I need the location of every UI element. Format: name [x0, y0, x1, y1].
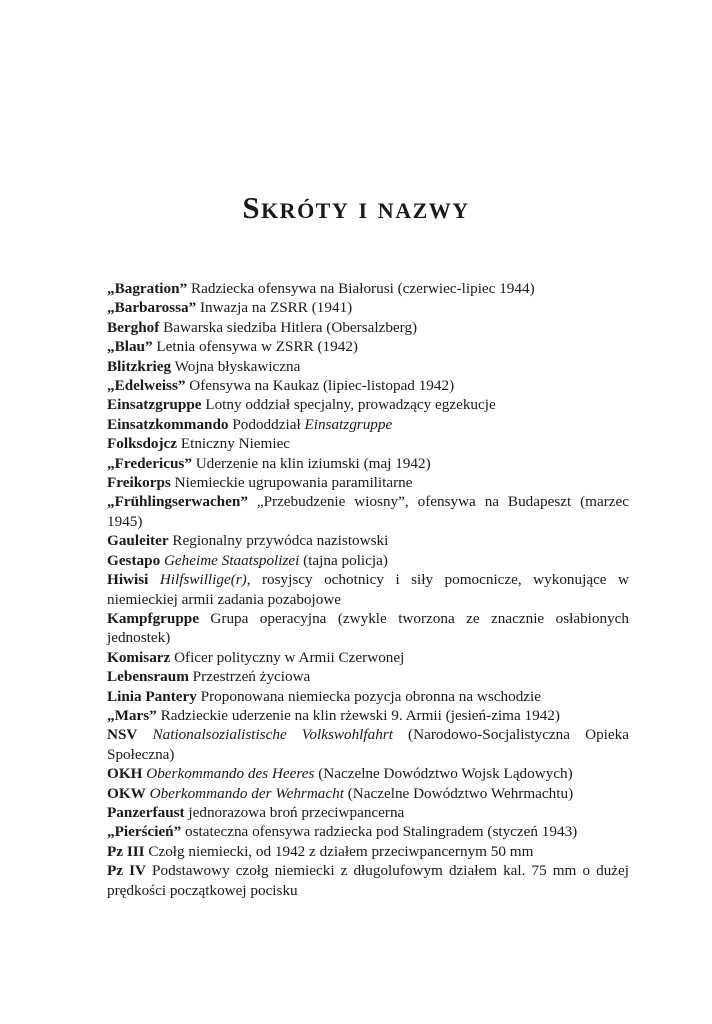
glossary-description: Niemieckie ugrupowania paramilitarne — [170, 474, 413, 492]
glossary-entry — [107, 648, 629, 667]
glossary-term: Kampfgruppe — [107, 609, 199, 627]
glossary-description: Radziecka ofensywa na Białorusi (czerwiec-lipiec 1944) — [187, 280, 535, 297]
glossary-description: Proponowana niemiecka pozycja obronna na wschodzie — [196, 687, 541, 705]
glossary-entry — [107, 784, 629, 803]
glossary-term: „Mars” — [107, 706, 157, 724]
glossary-description-italic: Geheime Staatspolizei — [163, 551, 300, 569]
glossary-entry — [107, 395, 629, 414]
glossary-description: Ofensywa na Kaukaz (lipiec-listopad 1942) — [185, 377, 455, 395]
glossary-description — [148, 571, 159, 588]
glossary-entry — [107, 473, 629, 492]
glossary-description: Pododdział — [228, 415, 305, 433]
glossary-term: Pz III — [107, 842, 145, 860]
glossary-description-italic: Nationalsozialistische Volkswohlfahrt — [152, 726, 393, 744]
glossary-entry — [107, 764, 629, 783]
page-title: Skróty i nazwy — [242, 190, 470, 225]
glossary-description: Przestrzeń życiowa — [188, 668, 311, 686]
glossary-term: Gauleiter — [107, 532, 169, 550]
glossary-term: Blitzkrieg — [107, 357, 172, 375]
glossary-description: Uderzenie na klin iziumski (maj 1942) — [191, 454, 431, 472]
glossary-description: Inwazja na ZSRR (1941) — [196, 299, 353, 317]
glossary-entry — [107, 706, 629, 725]
glossary-term: Folksdojcz — [107, 435, 178, 453]
glossary-description: , rosyjscy ochotnicy i siły pomocnicze, wykonujące w niemieckiej armii zadania pozabojowe — [107, 571, 629, 608]
glossary-description: Czołg niemiecki, od 1942 z działem przeciwpancernym 50 mm — [144, 842, 534, 860]
glossary-entry — [107, 376, 629, 395]
glossary-entry — [107, 609, 629, 648]
glossary-entry — [107, 861, 629, 900]
glossary-description: Radzieckie uderzenie na klin rżewski 9. Armii (jesień-zima 1942) — [156, 706, 560, 724]
glossary-entry — [107, 415, 629, 434]
glossary-entry — [107, 434, 629, 453]
glossary-description: Lotny oddział specjalny, prowadzący egzekucje — [201, 396, 496, 414]
glossary-description: (Narodowo-Socjalistyczna Opieka Społeczna) — [107, 726, 629, 763]
glossary-description: Bawarska siedziba Hitlera (Obersalzberg) — [159, 318, 418, 336]
glossary-description: Etniczny Niemiec — [177, 435, 291, 453]
glossary-term: OKW — [107, 784, 146, 802]
glossary-term: Komisarz — [107, 648, 171, 666]
glossary-term: Pz IV — [107, 862, 146, 880]
glossary-description: Grupa operacyjna (zwykle tworzona ze znacznie osłabionych jednostek) — [107, 609, 629, 647]
glossary-description: Letnia ofensywa w ZSRR (1942) — [152, 338, 358, 356]
glossary-description — [137, 726, 152, 743]
glossary-entry — [107, 570, 629, 609]
glossary-entry — [107, 687, 629, 706]
glossary-entry — [107, 725, 629, 764]
glossary-entry — [107, 318, 629, 337]
glossary-term: NSV — [107, 726, 138, 744]
glossary-entry — [107, 357, 629, 376]
glossary-term: Einsatzgruppe — [107, 396, 202, 414]
glossary-entry — [107, 803, 629, 822]
glossary-entry — [107, 822, 629, 841]
glossary-description: Regionalny przywódca nazistowski — [168, 532, 389, 550]
glossary-description: Oficer polityczny w Armii Czerwonej — [170, 648, 405, 666]
glossary-term: Freikorps — [107, 474, 171, 492]
glossary-term: „Edelweiss” — [107, 377, 186, 395]
glossary-description: (Naczelne Dowództwo Wehrmachtu) — [343, 784, 574, 802]
glossary-description: (tajna policja) — [299, 551, 388, 569]
glossary-description-italic: Hilfswillige(r) — [159, 571, 247, 589]
glossary-entry — [107, 531, 629, 550]
glossary-term: „Blau” — [107, 338, 153, 356]
glossary-description: ostateczna ofensywa radziecka pod Stalingradem (styczeń 1943) — [181, 823, 578, 841]
glossary-term: „Bagration” — [107, 280, 188, 297]
glossary-description: (Naczelne Dowództwo Wojsk Lądowych) — [314, 765, 573, 783]
glossary-term: „Pierścień” — [107, 823, 182, 841]
glossary-entry — [107, 492, 629, 531]
glossary-entry — [107, 842, 629, 861]
glossary-list — [107, 279, 629, 900]
glossary-term: Berghof — [107, 318, 160, 336]
glossary-term: Gestapo — [107, 551, 161, 569]
glossary-description: Wojna błyskawiczna — [171, 357, 301, 375]
glossary-description-italic: Einsatzgruppe — [304, 415, 393, 433]
glossary-entry — [107, 298, 629, 317]
glossary-entry — [107, 551, 629, 570]
glossary-entry — [107, 454, 629, 473]
glossary-term: OKH — [107, 765, 143, 783]
glossary-entry — [107, 667, 629, 686]
glossary-entry — [107, 279, 629, 298]
glossary-term: Linia Pantery — [107, 687, 197, 705]
glossary-entry — [107, 337, 629, 356]
glossary-term: „Fredericus” — [107, 454, 192, 472]
glossary-term: Panzerfaust — [107, 803, 185, 821]
glossary-description: Podstawowy czołg niemiecki z długolufowym działem kal. 75 mm o dużej prędkości początkowej pocisku — [107, 862, 629, 899]
glossary-description-italic: Oberkommando der Wehrmacht — [149, 784, 344, 802]
glossary-description: jednorazowa broń przeciwpancerna — [184, 803, 405, 821]
glossary-description-italic: Oberkommando des Heeres — [146, 765, 315, 783]
glossary-term: Lebensraum — [107, 668, 189, 686]
glossary-term: „Frühlingserwachen” — [107, 493, 248, 511]
glossary-description: „Przebudzenie wiosny”, ofensywa na Budapeszt (marzec 1945) — [107, 493, 629, 530]
glossary-term: Hiwisi — [107, 571, 149, 589]
glossary-term: „Barbarossa” — [107, 299, 197, 317]
glossary-term: Einsatzkommando — [107, 415, 229, 433]
